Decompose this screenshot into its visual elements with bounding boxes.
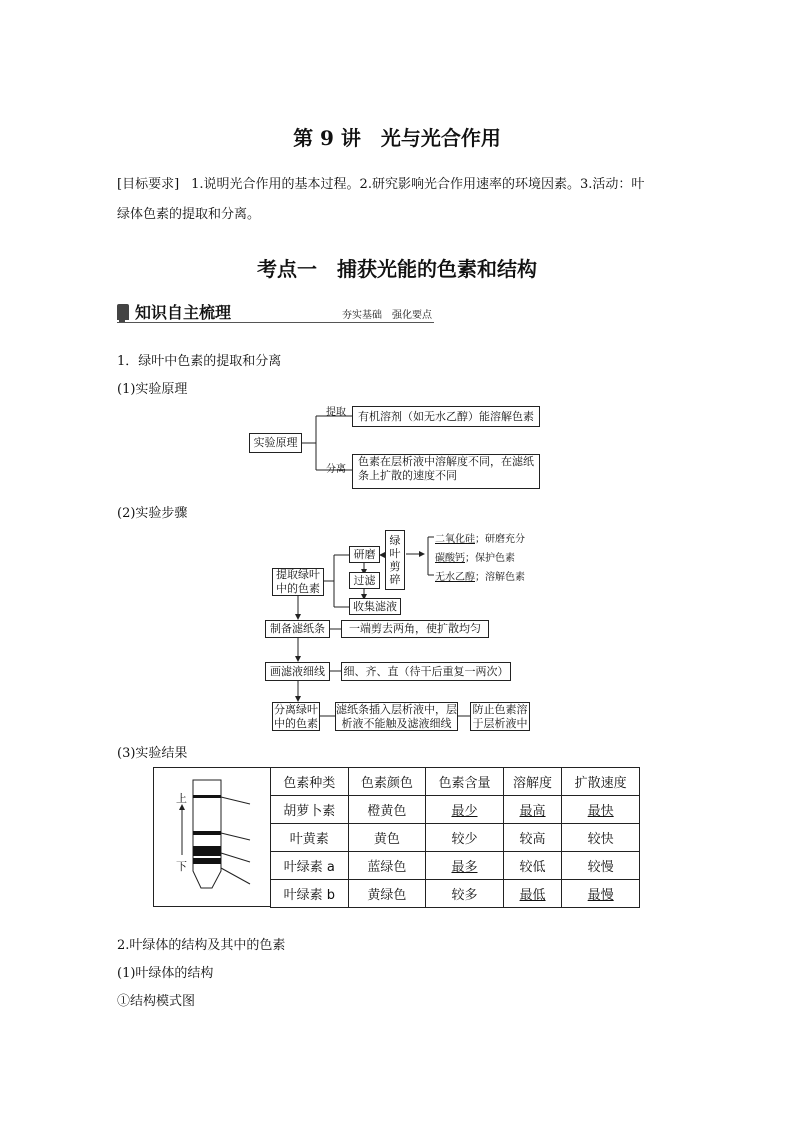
table-row — [271, 852, 640, 880]
band-carotene — [193, 795, 221, 798]
band-xanthophyll — [193, 831, 221, 835]
header-content: 色素含量 — [426, 768, 504, 796]
section1-heading: 1．绿叶中色素的提取和分离 — [117, 354, 282, 369]
extract-line2: 中的色素 — [276, 582, 320, 595]
cell-solubility: 最低 — [503, 880, 562, 908]
cell-content: 较多 — [426, 880, 504, 908]
header-solubility: 溶解度 — [503, 768, 562, 796]
reagent-name: 碳酸钙 — [435, 553, 465, 564]
cell-pigment: 叶黄素 — [271, 824, 349, 852]
banner-title: 知识自主梳理 — [135, 303, 232, 322]
cell-pigment: 胡萝卜素 — [271, 796, 349, 824]
principle-root-box: 实验原理 — [249, 433, 302, 453]
reagent-item: 碳酸钙；保护色素 — [435, 553, 515, 564]
prepare-strip-note: 一端剪去两角，使扩散均匀 — [341, 620, 489, 638]
cut-leaves-text: 绿叶剪碎 — [389, 534, 401, 586]
separate-line2: 中的色素 — [274, 716, 318, 730]
cell-speed: 最慢 — [562, 880, 640, 908]
strip-top-label: 上 — [176, 792, 187, 805]
header-pigment: 色素种类 — [271, 768, 349, 796]
point-title: 考点一 捕获光能的色素和结构 — [257, 257, 537, 281]
cell-pigment: 叶绿素 b — [271, 880, 349, 908]
separate-line1: 分离绿叶 — [274, 702, 318, 716]
cell-content: 较少 — [426, 824, 504, 852]
goals-tag: [目标要求] — [117, 177, 180, 192]
cell-color: 蓝绿色 — [348, 852, 426, 880]
results-heading: (3)实验结果 — [117, 746, 188, 761]
header-color: 色素颜色 — [348, 768, 426, 796]
reagent-item: 二氧化硅；研磨充分 — [435, 534, 525, 545]
pointer-chl-b — [221, 868, 250, 884]
separate-note-line1: 滤纸条插入层析液中，层 — [336, 702, 457, 716]
cell-speed: 较快 — [562, 824, 640, 852]
band-chlorophyll-a — [193, 846, 221, 856]
prepare-strip-box: 制备滤纸条 — [265, 620, 330, 638]
reagent-use: 保护色素 — [475, 553, 515, 564]
table-row — [271, 824, 640, 852]
pointer-chl-a — [221, 853, 250, 862]
reagent-use: 研磨充分 — [485, 534, 525, 545]
pointer-xanthophyll — [221, 833, 250, 840]
results-table — [270, 767, 640, 908]
chloroplast-structure-heading: (1)叶绿体的结构 — [117, 966, 214, 981]
table-row — [271, 880, 640, 908]
cell-solubility: 较高 — [503, 824, 562, 852]
extract-line1: 提取绿叶 — [276, 568, 320, 581]
cell-content: 最少 — [426, 796, 504, 824]
table-row — [271, 796, 640, 824]
header-speed: 扩散速度 — [562, 768, 640, 796]
principle-separate-line1: 色素在层析液中溶解度不同，在滤纸 — [358, 455, 534, 468]
principle-extract-label: 提取 — [326, 407, 346, 418]
lesson-title: 第 9 讲 光与光合作用 — [293, 126, 501, 150]
principle-heading: (1)实验原理 — [117, 382, 188, 397]
reagent-name: 二氧化硅 — [435, 534, 475, 545]
section2-heading: 2.叶绿体的结构及其中的色素 — [117, 938, 286, 953]
cell-pigment: 叶绿素 a — [271, 852, 349, 880]
cell-content: 最多 — [426, 852, 504, 880]
cell-color: 黄色 — [348, 824, 426, 852]
cell-solubility: 最高 — [503, 796, 562, 824]
cell-color: 黄绿色 — [348, 880, 426, 908]
pointer-carotene — [221, 797, 250, 804]
goals-line2: 绿体色素的提取和分离。 — [117, 207, 261, 222]
table-header-row — [271, 768, 640, 796]
grind-box: 研磨 — [349, 546, 380, 563]
cell-color: 橙黄色 — [348, 796, 426, 824]
collect-filtrate-box: 收集滤液 — [349, 598, 401, 615]
draw-line-note: 细、齐、直（待干后重复一两次） — [341, 662, 511, 681]
principle-extract-box: 有机溶剂（如无水乙醇）能溶解色素 — [352, 406, 540, 427]
filter-box: 过滤 — [349, 572, 380, 589]
cell-speed: 较慢 — [562, 852, 640, 880]
strip-bottom-label: 下 — [176, 860, 187, 873]
reagent-item: 无水乙醇；溶解色素 — [435, 572, 525, 583]
principle-separate-line2: 条上扩散的速度不同 — [358, 469, 457, 482]
reagent-use: 溶解色素 — [485, 572, 525, 583]
reagent-name: 无水乙醇 — [435, 572, 475, 583]
steps-heading: (2)实验步骤 — [117, 506, 188, 521]
structure-diagram-heading: ①结构模式图 — [117, 994, 196, 1009]
prevent-line2: 于层析液中 — [472, 716, 528, 730]
goals-line1: 1.说明光合作用的基本过程。2.研究影响光合作用速率的环境因素。3.活动：叶 — [191, 177, 645, 192]
band-chlorophyll-b — [193, 858, 221, 864]
principle-separate-label: 分离 — [326, 464, 346, 475]
draw-line-box: 画滤液细线 — [265, 662, 330, 681]
banner-subtitle: 夯实基础 强化要点 — [342, 310, 432, 321]
cell-speed: 最快 — [562, 796, 640, 824]
prevent-line1: 防止色素溶 — [472, 702, 528, 716]
separate-note-line2: 析液不能触及滤液细线 — [341, 716, 452, 730]
cell-solubility: 较低 — [503, 852, 562, 880]
